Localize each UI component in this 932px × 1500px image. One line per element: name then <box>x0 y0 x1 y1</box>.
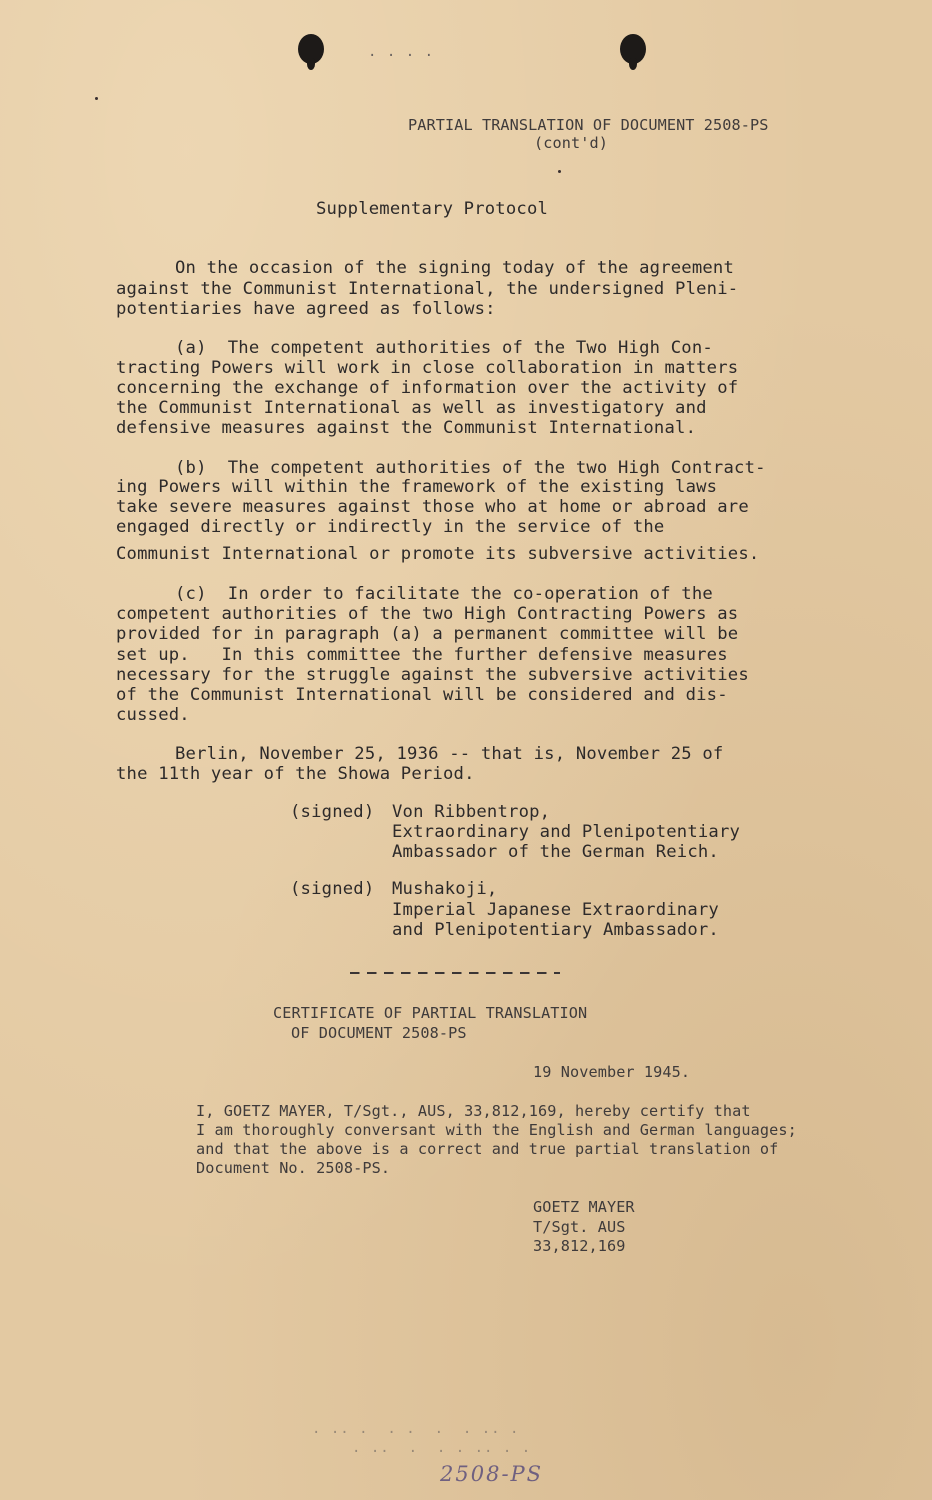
para-c-line: provided for in paragraph (a) a permanent committee will be <box>116 624 739 644</box>
date-line: the 11th year of the Showa Period. <box>116 764 475 784</box>
para-a-line: the Communist International as well as investigatory and <box>116 398 707 418</box>
certificate-body-line: Document No. 2508-PS. <box>196 1159 391 1177</box>
faded-stamp: · ·· · · · ·· · · <box>352 1444 532 1460</box>
handwritten-document-number: 2508-PS <box>440 1462 544 1486</box>
para-b-line: engaged directly or indirectly in the service of the <box>116 517 665 537</box>
signed-label: (signed) <box>290 802 375 822</box>
intro-line: potentiaries have agreed as follows: <box>116 299 496 319</box>
header-contd: (cont'd) <box>534 134 608 152</box>
para-b-line: take severe measures against those who at home or abroad are <box>116 497 749 517</box>
certificate-signer: 33,812,169 <box>533 1237 626 1255</box>
certificate-signer: GOETZ MAYER <box>533 1198 635 1216</box>
date-line: Berlin, November 25, 1936 -- that is, November 25 of <box>175 744 724 764</box>
signed-label: (signed) <box>290 879 375 899</box>
para-a-line: (a) The competent authorities of the Two High Con- <box>175 338 713 358</box>
signer-title: Extraordinary and Plenipotentiary <box>392 822 741 842</box>
certificate-body-line: and that the above is a correct and true partial translation of <box>196 1140 779 1158</box>
intro-line: against the Communist International, the undersigned Pleni- <box>116 279 739 299</box>
para-a-line: defensive measures against the Communist International. <box>116 418 697 438</box>
para-c-line: necessary for the struggle against the subversive activities <box>116 665 749 685</box>
separator-dashes <box>350 972 560 974</box>
intro-line: On the occasion of the signing today of the agreement <box>175 258 735 278</box>
certificate-body-line: I, GOETZ MAYER, T/Sgt., AUS, 33,812,169, hereby certify that <box>196 1102 751 1120</box>
para-c-line: competent authorities of the two High Contracting Powers as <box>116 604 739 624</box>
speck <box>95 97 98 100</box>
signer-title: and Plenipotentiary Ambassador. <box>392 920 719 940</box>
signer-name: Von Ribbentrop, <box>392 802 551 822</box>
header-title: PARTIAL TRANSLATION OF DOCUMENT 2508-PS <box>408 116 769 134</box>
para-c-line: of the Communist International will be considered and dis- <box>116 685 728 705</box>
punch-hole-right <box>620 34 646 64</box>
signer-title: Imperial Japanese Extraordinary <box>392 900 719 920</box>
para-b-line: ing Powers will within the framework of the existing laws <box>116 477 718 497</box>
para-a-line: tracting Powers will work in close collaboration in matters <box>116 358 739 378</box>
punch-hole-left <box>298 34 324 64</box>
para-b-line: Communist International or promote its subversive activities. <box>116 544 760 564</box>
para-a-line: concerning the exchange of information over the activity of <box>116 378 739 398</box>
para-c-line: set up. In this committee the further defensive measures <box>116 645 728 665</box>
certificate-title: CERTIFICATE OF PARTIAL TRANSLATION <box>273 1004 588 1022</box>
para-c-line: cussed. <box>116 705 190 725</box>
signer-name: Mushakoji, <box>392 879 498 899</box>
signer-title: Ambassador of the German Reich. <box>392 842 719 862</box>
section-title: Supplementary Protocol <box>316 199 549 219</box>
certificate-date: 19 November 1945. <box>533 1063 691 1081</box>
stamp-mark: · · · · <box>368 48 435 64</box>
certificate-signer: T/Sgt. AUS <box>533 1218 626 1236</box>
certificate-title: OF DOCUMENT 2508-PS <box>291 1024 467 1042</box>
speck <box>558 170 561 173</box>
certificate-body-line: I am thoroughly conversant with the English and German languages; <box>196 1121 797 1139</box>
faded-stamp: · ·· · · · · · ·· · <box>312 1425 520 1441</box>
para-b-line: (b) The competent authorities of the two High Contract- <box>175 458 766 478</box>
para-c-line: (c) In order to facilitate the co-operation of the <box>175 584 713 604</box>
